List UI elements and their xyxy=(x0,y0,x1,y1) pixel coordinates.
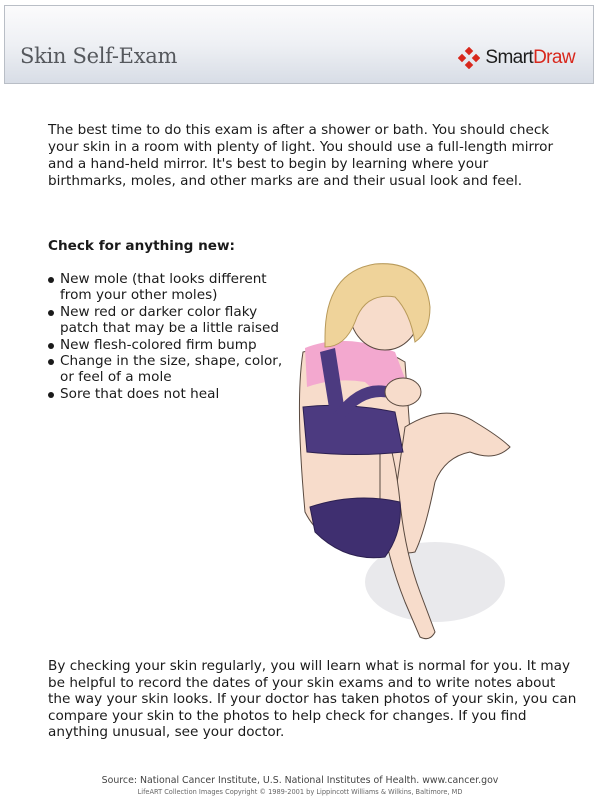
skin-exam-illustration xyxy=(285,252,540,647)
page-title: Skin Self-Exam xyxy=(20,44,178,68)
bullet-icon xyxy=(48,343,54,349)
bullet-icon xyxy=(48,392,54,398)
list-item: New red or darker color flaky patch that may be a little raised xyxy=(48,304,288,337)
source-citation: Source: National Cancer Institute, U.S. National Institutes of Health. www.cancer.gov xyxy=(101,775,499,786)
logo-text-smart: Smart xyxy=(485,47,534,68)
smartdraw-logo xyxy=(458,47,575,69)
checklist xyxy=(48,271,288,402)
intro-paragraph: The best time to do this exam is after a shower or bath. You should check your skin in a room with plenty of light. You should use a full-length mirror and a hand-held mirror. It's best to begin by learning where your birthmarks, moles, and other marks are and their usual look and feel. xyxy=(48,122,554,189)
bullet-icon xyxy=(48,359,54,365)
logo-text-draw: Draw xyxy=(533,47,575,68)
bullet-icon xyxy=(48,277,54,283)
woman-illustration xyxy=(285,252,540,647)
list-item: Change in the size, shape, color, or feel of a mole xyxy=(48,353,288,386)
checklist-heading: Check for anything new: xyxy=(48,238,235,254)
closing-paragraph: By checking your skin regularly, you will learn what is normal for you. It may be helpful to record the dates of your skin exams and to write notes about the way your skin looks. If your doctor has taken photos of your skin, you can compare your skin to the photos to help check for changes. If you find anything unusual, see your doctor. xyxy=(48,658,577,741)
list-item: New flesh-colored firm bump xyxy=(48,337,288,353)
bullet-icon xyxy=(48,310,54,316)
list-item: Sore that does not heal xyxy=(48,386,288,402)
copyright-notice: LifeART Collection Images Copyright © 1989-2001 by Lippincott Williams & Wilkins, Baltimore, MD xyxy=(137,788,463,796)
page-header xyxy=(4,5,594,84)
diamond-cluster-icon xyxy=(458,47,480,69)
list-item: New mole (that looks different from your other moles) xyxy=(48,271,288,304)
